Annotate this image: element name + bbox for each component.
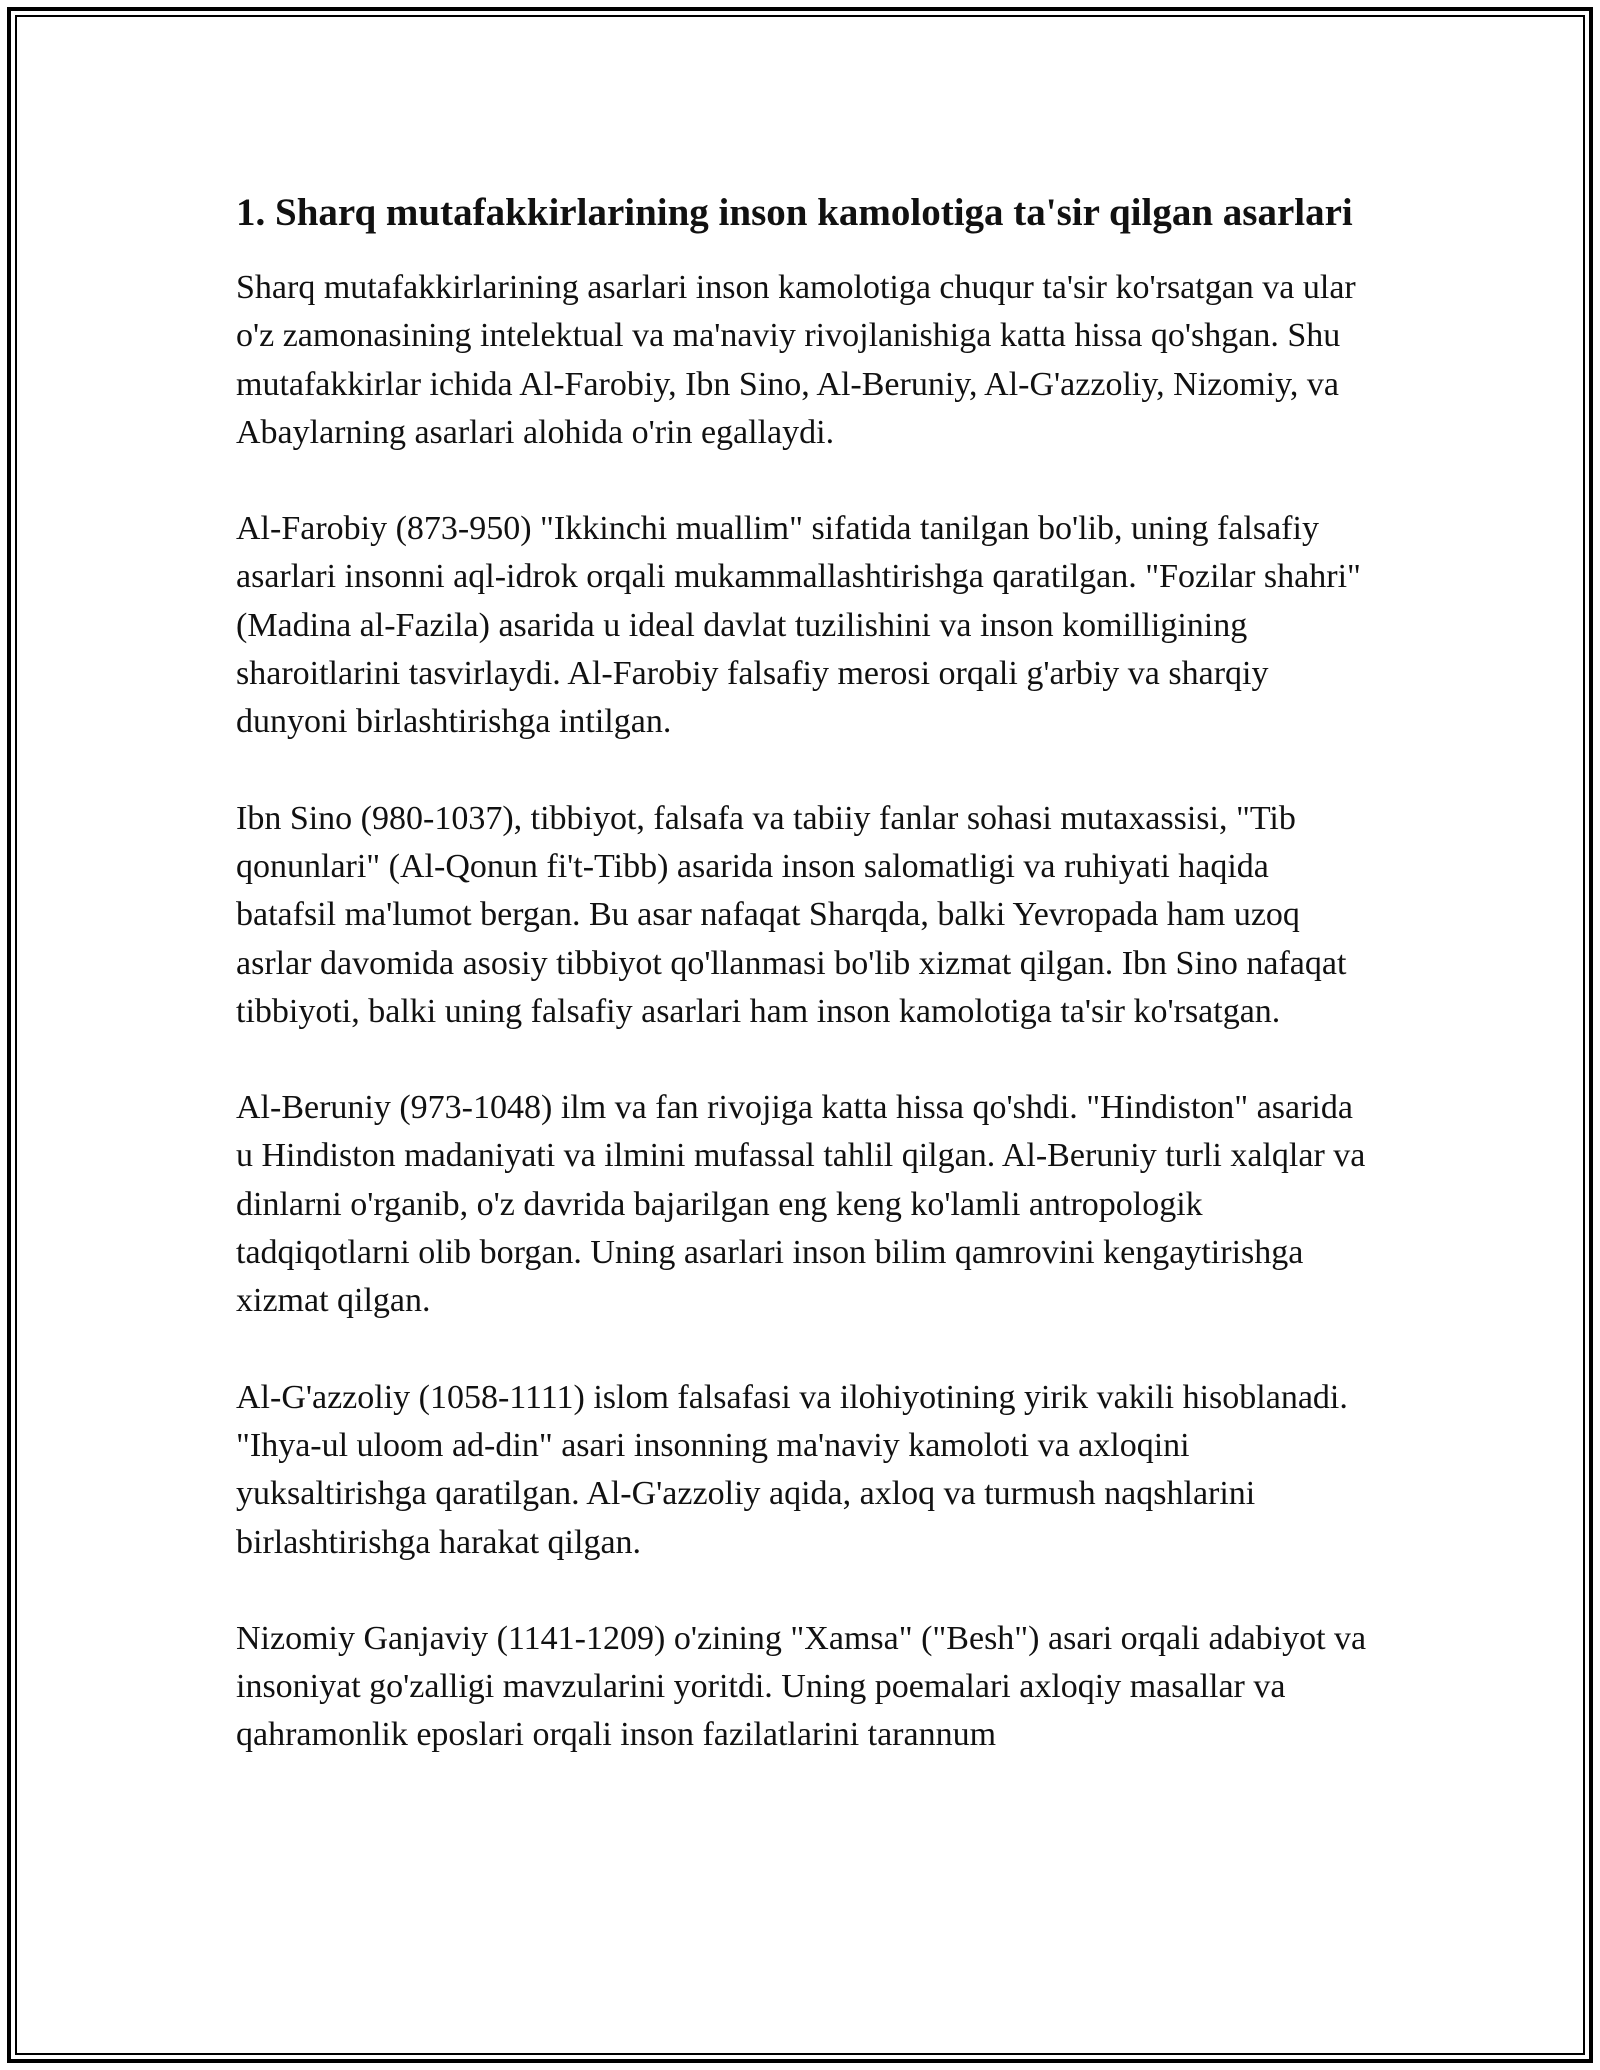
paragraph-al-gazzoliy: Al-G'azzoliy (1058-1111) islom falsafasi va ilohiyotining yirik vakili hisoblanadi. "Ihya-ul uloom ad-din" asari insonning ma'naviy kamoloti va axloqini yuksaltirishga qaratilgan. Al-G'azzoliy aqida, axloq va turmush naqshlarini birlashtirishga harakat qilgan. [236,1378,1348,1561]
paragraph-al-farobiy: Al-Farobiy (873-950) "Ikkinchi muallim" sifatida tanilgan bo'lib, uning falsafiy asarlari insonni aql-idrok orqali mukammallashtirishga qaratilgan. "Fozilar shahri" (Madina al-Fazila) asarida u ideal davlat tuzilishini va inson komilligining sharoitlarini tasvirlaydi. Al-Farobiy falsafiy merosi orqali g'arbiy va sharqiy dunyoni birlashtirishga intilgan. [236,510,1361,741]
document-body [236,186,1376,1808]
paragraph-ibn-sino: Ibn Sino (980-1037), tibbiyot, falsafa va tabiiy fanlar sohasi mutaxassisi, "Tib qonunlari" (Al-Qonun fi't-Tibb) asarida inson salomatligi va ruhiyati haqida batafsil ma'lumot bergan. Bu asar nafaqat Sharqda, balki Yevropada ham uzoq asrlar davomida asosiy tibbiyot qo'llanmasi bo'lib xizmat qilgan. Ibn Sino nafaqat tibbiyoti, balki uning falsafiy asarlari ham inson kamolotiga ta'sir ko'rsatgan. [236,799,1347,1030]
section-heading: 1. Sharq mutafakkirlarining inson kamolotiga ta'sir qilgan asarlari [236,191,1353,234]
paragraph-al-beruniy: Al-Beruniy (973-1048) ilm va fan rivojiga katta hissa qo'shdi. "Hindiston" asarida u Hindiston madaniyati va ilmini mufassal tahlil qilgan. Al-Beruniy turli xalqlar va dinlarni o'rganib, o'z davrida bajarilgan eng keng ko'lamli antropologik tadqiqotlarni olib borgan. Uning asarlari inson bilim qamrovini kengaytirishga xizmat qilgan. [236,1089,1366,1320]
paragraph-nizomiy: Nizomiy Ganjaviy (1141-1209) o'zining "Xamsa" ("Besh") asari orqali adabiyot va insoniyat go'zalligi mavzularini yoritdi. Uning poemalari axloqiy masallar va qahramonlik eposlari orqali inson fazilatlarini tarannum [236,1619,1367,1754]
paragraph-intro: Sharq mutafakkirlarining asarlari inson kamolotiga chuqur ta'sir ko'rsatgan va ular o'z zamonasining intelektual va ma'naviy rivojlanishiga katta hissa qo'shgan. Shu mutafakkirlar ichida Al-Farobiy, Ibn Sino, Al-Beruniy, Al-G'azzoliy, Nizomiy, va Abaylarning asarlari alohida o'rin egallaydi. [236,269,1356,451]
